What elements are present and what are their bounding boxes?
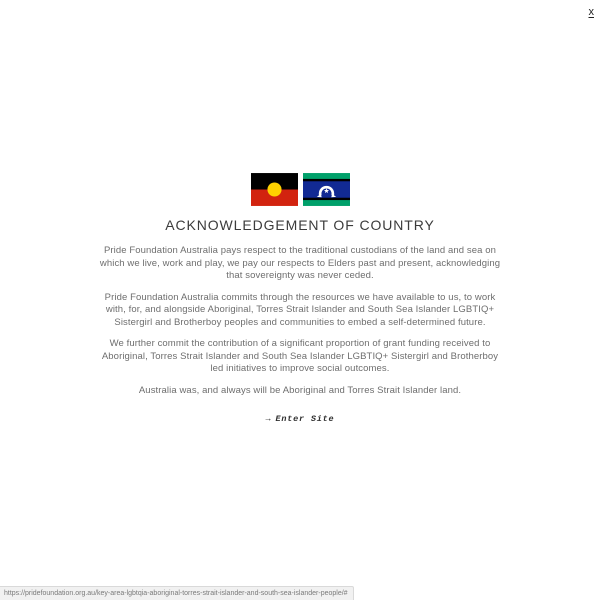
paragraph-funding: We further commit the contribution of a significant proportion of grant funding received to Aboriginal, Torres Strait Islander and South Sea Islander LGBTIQ+ Sistergirl and Brotherboy led initiatives to improve social outcomes. [101,338,499,374]
torres-strait-islander-flag-icon [303,173,350,206]
acknowledgement-text [99,245,501,397]
arrow-right-icon: → [265,414,272,424]
paragraph-commitment: Pride Foundation Australia commits through the resources we have available to us, to work with, for, and alongside Aboriginal, Torres Strait Islander and South Sea Islander LGBTIQ+ Sistergirl and Brotherboy peoples and communities to embed a self-determined future. [104,291,496,328]
flags-row [251,173,350,206]
paragraph-land-statement: Australia was, and always will be Aboriginal and Torres Strait Islander land. [138,384,462,396]
close-button[interactable]: x [588,6,594,18]
enter-site-label: Enter Site [275,414,335,424]
aboriginal-flag-icon [251,173,298,206]
paragraph-respect: Pride Foundation Australia pays respect to the traditional custodians of the land and sea on which we live, work and play, we pay our respects to Elders past and present, acknowledging that sovereignty was never ceded. [99,245,501,281]
link-preview-status-bar: https://pridefoundation.org.au/key-area-lgbtqia-aboriginal-torres-strait-islander-and-south-sea-islander-people/# [0,586,354,600]
page-title: ACKNOWLEDGEMENT OF COUNTRY [165,217,435,233]
enter-site-link[interactable] [266,414,335,424]
